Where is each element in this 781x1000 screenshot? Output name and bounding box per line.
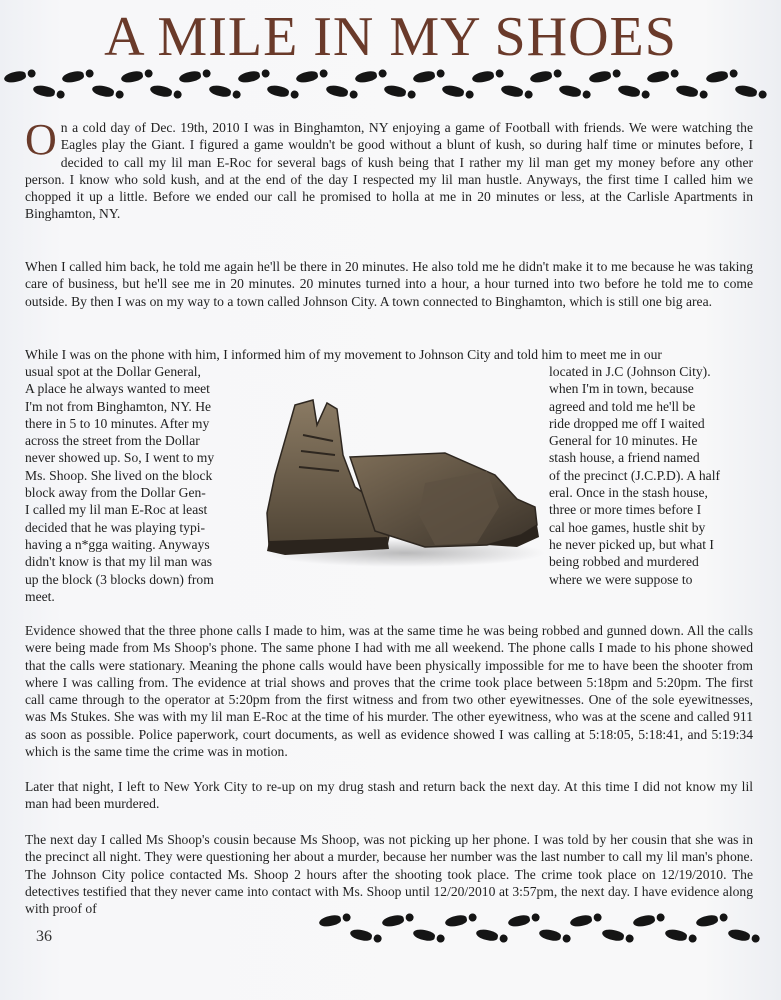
page-number: 36 xyxy=(36,928,52,945)
footprint-icon xyxy=(325,84,349,98)
footprint-icon xyxy=(675,84,699,98)
footprint-icon xyxy=(471,70,495,84)
right-column-line: being robbed and murdered xyxy=(549,554,699,570)
footprint-icon xyxy=(383,84,407,98)
footprint-icon xyxy=(412,928,436,942)
right-column-line: eral. Once in the stash house, xyxy=(549,485,708,501)
footprint-icon xyxy=(507,914,531,928)
footprint-icon xyxy=(529,70,553,84)
footprint-icon xyxy=(538,928,562,942)
right-column-line: three or more times before I xyxy=(549,502,702,518)
paragraph-1-text: n a cold day of Dec. 19th, 2010 I was in Binghamton, NY enjoying a game of Football with friends. We were watching the Eagles play the Giant. I figured a game wouldn't be good without a blunt of kush, so during half time or minutes before, I decided to call my lil man E-Roc for several bags of kush being that I rather my lil man get my money before any other person. I know who sold kush, and at the end of the day I respected my lil man hustle. Anyways, the first time I called him we chopped it up a little. Before we ended our call he promised to holla at me in 20 minutes or less, at the Carlisle Apartments in Binghamton, NY. xyxy=(25,120,753,222)
footprint-icon xyxy=(350,928,374,942)
left-column-line: across the street from the Dollar xyxy=(25,433,200,449)
footprint-icon xyxy=(617,84,641,98)
footprints-top-decoration xyxy=(0,64,781,104)
footprint-icon xyxy=(475,928,499,942)
left-column-line: I called my lil man E-Roc at least xyxy=(25,502,208,518)
footprint-icon xyxy=(664,928,688,942)
right-column-line: where we were suppose to xyxy=(549,571,693,587)
footprint-icon xyxy=(570,914,594,928)
footprint-icon xyxy=(381,914,405,928)
footprint-icon xyxy=(91,84,115,98)
left-column-line: having a n*gga waiting. Anyways xyxy=(25,536,210,552)
footprint-icon xyxy=(500,84,524,98)
footprint-icon xyxy=(646,70,670,84)
footprint-icon xyxy=(149,84,173,98)
paragraph-4: Evidence showed that the three phone calls I made to him, was at the same time he was being robbed and gunned down. All the calls were being made from Ms Shoop's phone. The same phone I had with me all weekend. The phone calls I made to his phone showed that the calls were stationary. Meaning the phone calls would have been physically impossible for me to have been the shooter from where I was calling from. The evidence at trial shows and proves that the crime took place between 5:18pm and 5:20pm. The first call came through to the operator at 5:20pm from the first witness and from two other eyewitnesses. One of the sole eyewitnesses, was Ms Stukes. She was with my lil man E-Roc at the time of his murder. The other eyewitness, who was at the scene and called 911 as soon as possible. Police paperwork, court documents, as well as evidence showed I was calling at 5:18:05, 5:18:41, and 5:19:34 which is the same time the crime was in motion. xyxy=(25,623,753,760)
right-column-line: ride dropped me off I waited xyxy=(549,415,705,431)
footprint-icon xyxy=(559,84,583,98)
paragraph-5: Later that night, I left to New York City to re-up on my drug stash and return back the next day. At this time I did not know my lil man had been murdered. xyxy=(25,779,753,812)
left-column-line: meet. xyxy=(25,588,55,604)
drop-cap: O xyxy=(25,115,57,164)
footprint-icon xyxy=(632,914,656,928)
left-column-line: up the block (3 blocks down) from xyxy=(25,571,214,587)
footprint-icon xyxy=(705,70,729,84)
footprint-icon xyxy=(588,70,612,84)
right-column-line: cal hoe games, hustle shit by xyxy=(549,519,706,535)
left-column-line: decided that he was playing typi- xyxy=(25,519,206,535)
right-column-line: of the precinct (J.C.P.D). A half xyxy=(549,467,721,483)
footprints-bottom-decoration xyxy=(315,908,781,948)
right-column-line: stash house, a friend named xyxy=(549,450,700,466)
footprint-icon xyxy=(412,70,436,84)
footprint-icon xyxy=(32,84,56,98)
paragraph-1 xyxy=(25,115,753,223)
left-column-line: there in 5 to 10 minutes. After my xyxy=(25,415,210,431)
paragraph-2: When I called him back, he told me again he'll be there in 20 minutes. He also told me he didn't make it to me because he was taking care of business, but he'll see me in 20 minutes. 20 minutes turned into a hour, a hour turned into two before he told me to come outside. By then I was on my way to a town called Johnson City. A town connected to Binghamton, which is still one big area. xyxy=(25,259,753,309)
footprint-icon xyxy=(3,70,27,84)
left-column xyxy=(25,363,230,605)
footprint-icon xyxy=(318,914,342,928)
left-column-line: I'm not from Binghamton, NY. He xyxy=(25,398,212,414)
footprint-icon xyxy=(442,84,466,98)
boots-image xyxy=(255,395,545,570)
left-column-line: A place he always wanted to meet xyxy=(25,381,210,397)
footprint-icon xyxy=(237,70,261,84)
left-column-line: Ms. Shoop. She lived on the block xyxy=(25,467,213,483)
page-title: A MILE IN MY SHOES xyxy=(104,6,677,68)
footprint-icon xyxy=(727,928,751,942)
footprint-icon xyxy=(62,70,86,84)
left-column-line: usual spot at the Dollar General, xyxy=(25,364,201,379)
right-column-line: agreed and told me he'll be xyxy=(549,398,696,414)
footprint-icon xyxy=(120,70,144,84)
right-column-line: when I'm in town, because xyxy=(549,381,694,397)
paragraph-6: The next day I called Ms Shoop's cousin because Ms Shoop, was not picking up her phone. I was told by her cousin that she was in the precinct all night. They were questioning her about a murder, because her number was the last number to call my lil man's phone. The Johnson City police contacted Ms. Shoop 2 hours after the shooting took place. The crime took place on 12/19/2010. The detectives testified that they never came into contact with Ms. Shoop until 12/20/2010 at 3:57pm, the next day. I have evidence along with proof of xyxy=(25,832,753,917)
footprint-icon xyxy=(266,84,290,98)
footprint-icon xyxy=(601,928,625,942)
left-column-line: never showed up. So, I went to my xyxy=(25,450,215,466)
right-column-line: General for 10 minutes. He xyxy=(549,433,698,449)
right-column-line: located in J.C (Johnson City). xyxy=(549,364,711,379)
footprint-icon xyxy=(295,70,319,84)
footprint-icon xyxy=(208,84,232,98)
left-column-line: didn't know is that my lil man was xyxy=(25,554,213,570)
left-column-line: block away from the Dollar Gen- xyxy=(25,485,206,501)
footprint-icon xyxy=(444,914,468,928)
footprint-icon xyxy=(179,70,203,84)
paragraph-3: While I was on the phone with him, I informed him of my movement to Johnson City and told him to meet me in our xyxy=(25,347,662,362)
right-column xyxy=(549,363,749,588)
right-column-line: he never picked up, but what I xyxy=(549,536,714,552)
footprint-icon xyxy=(734,84,758,98)
footprint-icon xyxy=(695,914,719,928)
footprint-icon xyxy=(354,70,378,84)
